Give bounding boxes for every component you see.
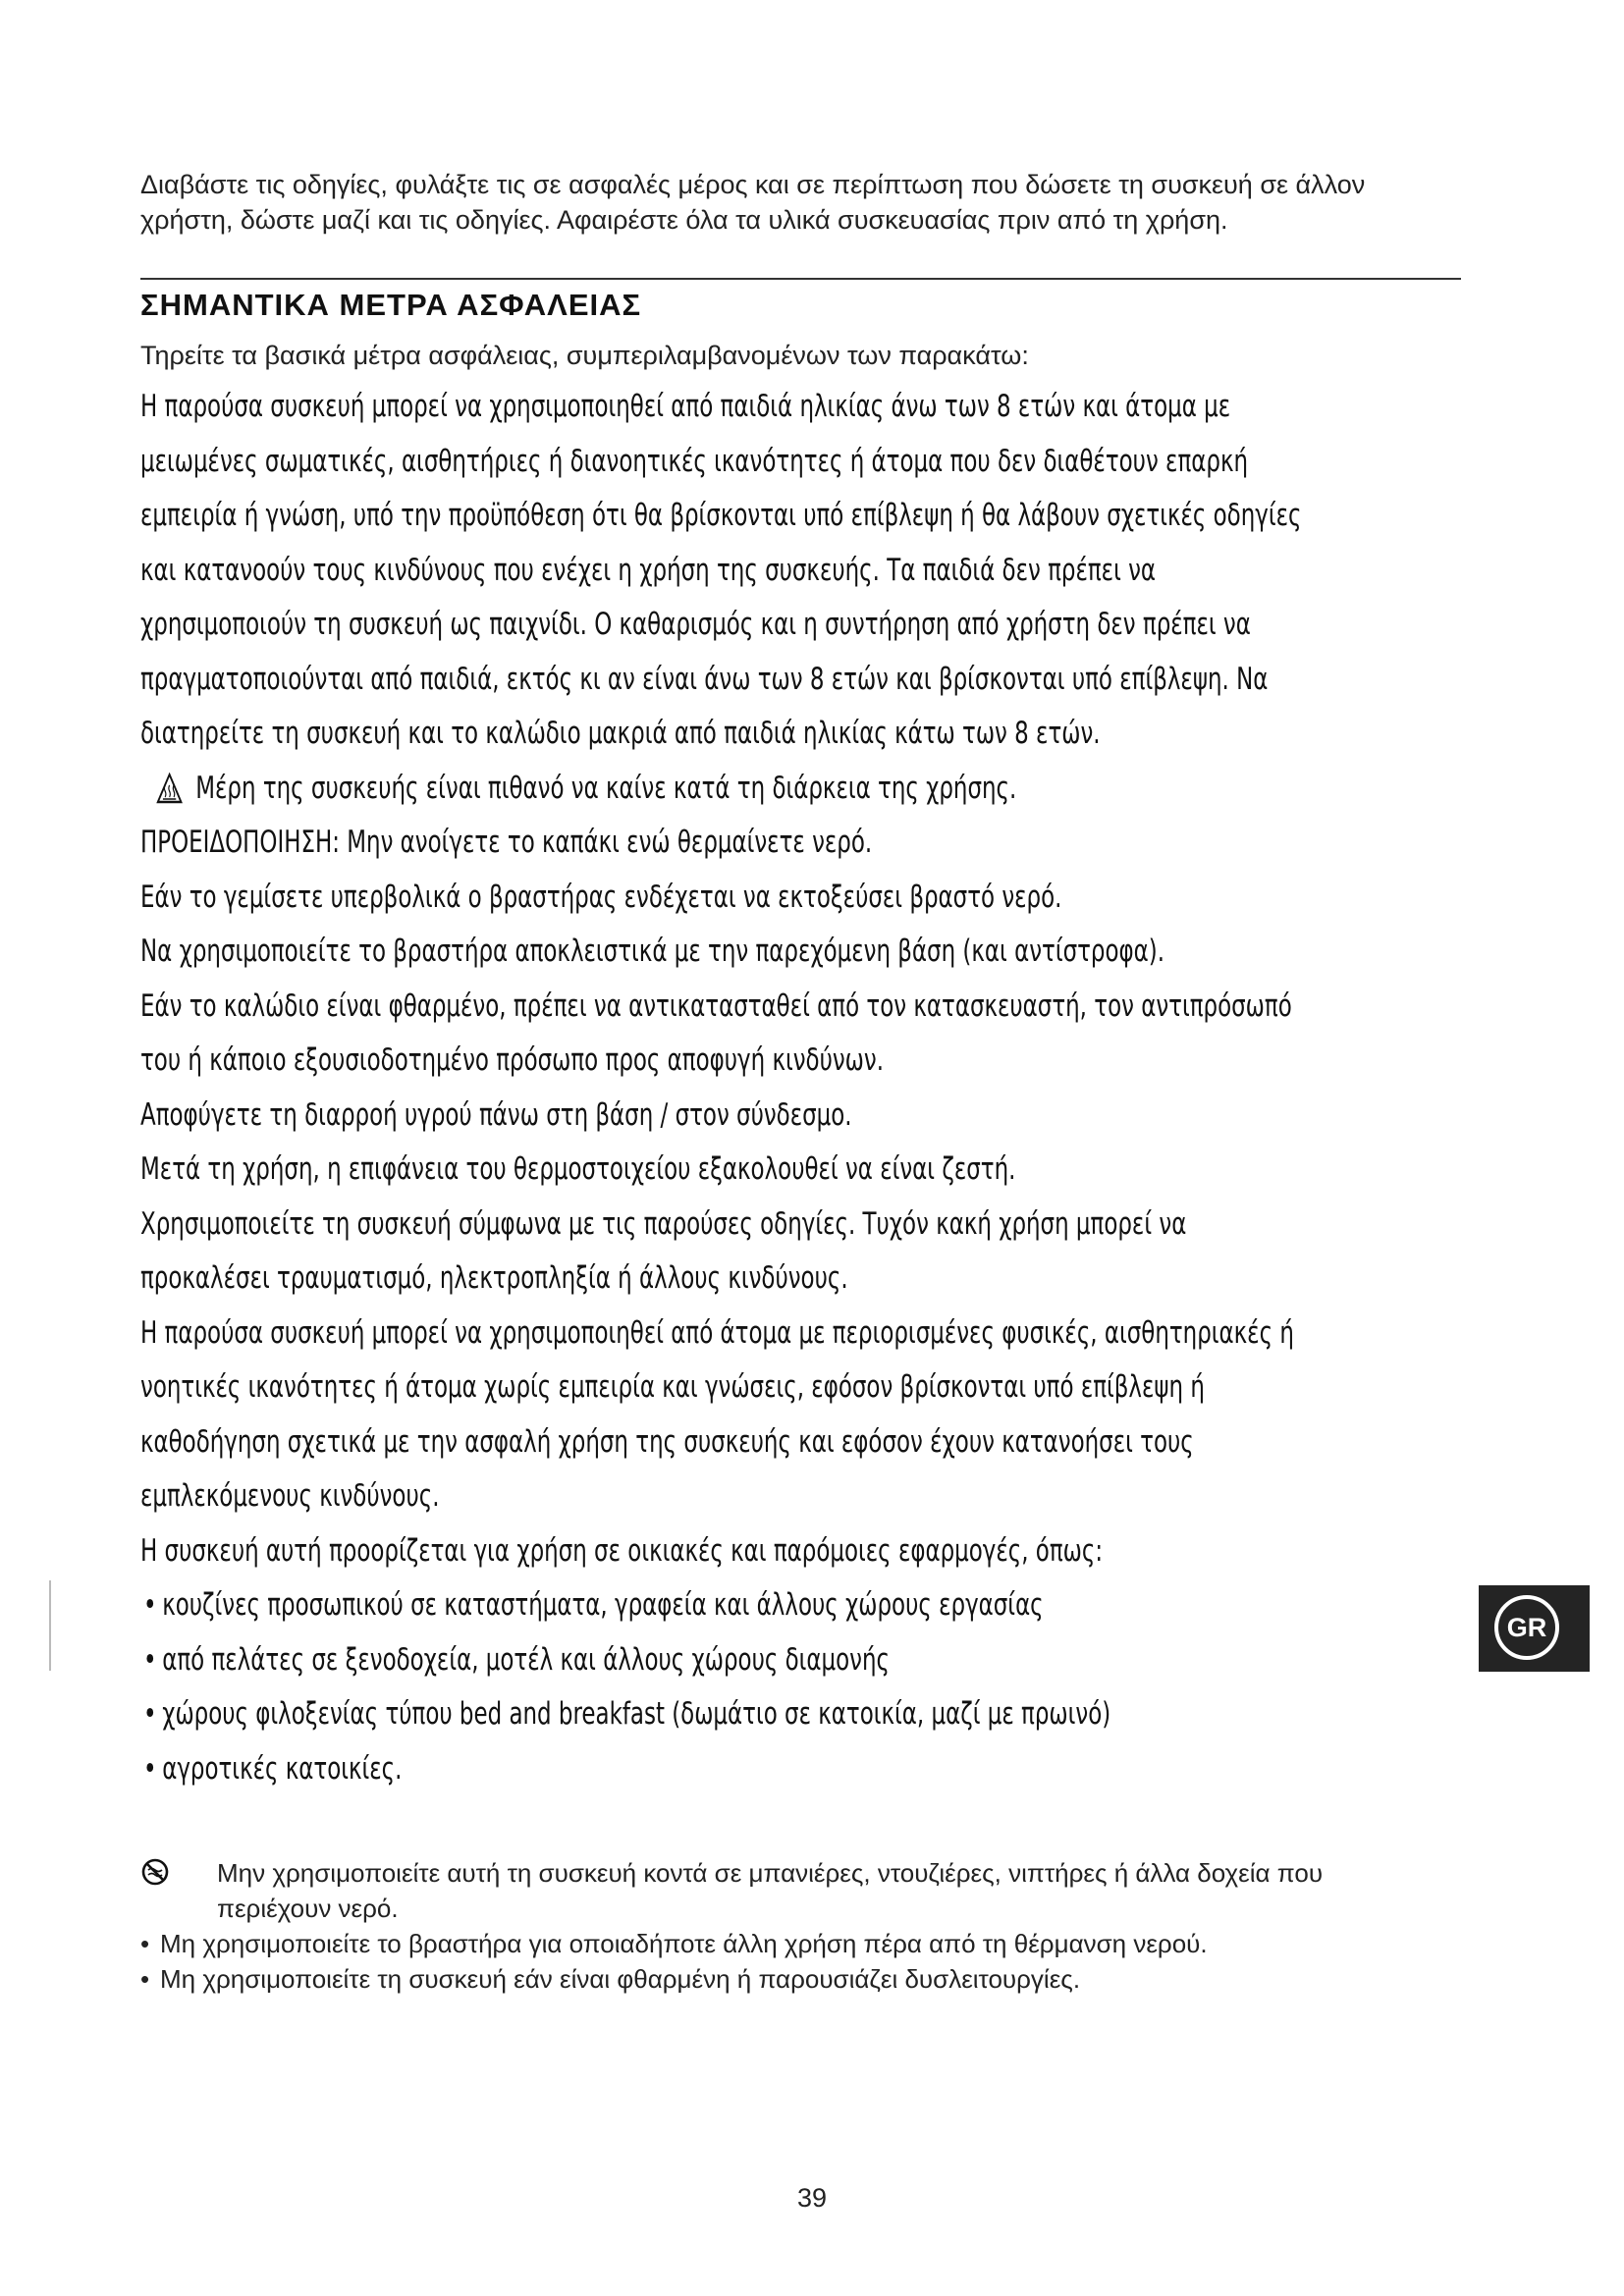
hot-surface-warning-icon [156,773,183,804]
children-line: χρησιμοποιούν τη συσκευή ως παιχνίδι. Ο καθαρισμός και η συντήρηση από χρήστη δεν πρέπει να [140,607,1251,642]
intro-paragraph [140,167,1476,238]
cord-line: του ή κάποιο εξουσιοδοτημένο πρόσωπο προς αποφυγή κινδύνων. [140,1042,884,1078]
children-line: πραγματοποιούνται από παιδιά, εκτός κι αν είναι άνω των 8 ετών και βρίσκονται υπό επίβλεψη. Να [140,661,1269,697]
misuse-line: Χρησιμοποιείτε τη συσκευή σύμφωνα με τις παρούσες οδηγίες. Τυχόν κακή χρήση μπορεί να [140,1205,1187,1242]
cord-line: Εάν το καλώδιο είναι φθαρμένο, πρέπει να αντικατασταθεί από τον κατασκευαστή, τον αντιπρόσωπό [140,988,1292,1024]
list-item [140,1687,1485,1742]
list-item [140,1578,1485,1633]
lid-warning: ΠΡΟΕΙΔΟΠΟΙΗΣΗ: Μην ανοίγετε το καπάκι ενώ θερμαίνετε νερό. [140,825,873,860]
spill-warning: Αποφύγετε τη διαρροή υγρού πάνω στη βάση / στον σύνδεσμο. [140,1096,852,1133]
language-code: GR [1506,1613,1547,1642]
children-line: και κατανοούν τους κινδύνους που ενέχει η χρήση της συσκευής. Τα παιδιά δεν πρέπει να [140,552,1157,588]
section-divider [140,278,1461,280]
bullet-icon: • [140,1929,150,1958]
list-item-text: αγροτικές κατοικίες. [162,1750,403,1787]
bullet-icon: • [140,1964,150,1994]
list-item-text: χώρους φιλοξενίας τύπου bed and breakfast (δωμάτιο σε κατοικία, μαζί με πρωινό) [162,1696,1111,1732]
list-item [140,1926,1466,1961]
hot-parts-text: Μέρη της συσκευής είναι πιθανό να καίνε κατά τη διάρκεια της χρήσης. [195,770,1017,806]
bullet-icon: • [142,1641,157,1678]
children-line: διατηρείτε τη συσκευή και το καλώδιο μακριά από παιδιά ηλικίας κάτω των 8 ετών. [140,716,1101,751]
children-line: εμπειρία ή γνώση, υπό την προϋπόθεση ότι θα βρίσκονται υπό επίβλεψη ή θα λάβουν σχετικές οδηγίες [140,498,1302,533]
no-water-icon [140,1857,170,1887]
list-item [140,1961,1466,1997]
hot-surface-warning: Μετά τη χρήση, η επιφάνεια του θερμοστοιχείου εξακολουθεί να είναι ζεστή. [140,1151,1016,1187]
reduced-capability-line: Η παρούσα συσκευή μπορεί να χρησιμοποιηθεί από άτομα με περιορισμένες φυσικές, αισθητηριακές ή [140,1314,1294,1351]
margin-mark [49,1580,51,1671]
hot-parts-warning [140,762,1485,817]
bullet-icon: • [142,1587,157,1623]
bullet-icon: • [142,1696,157,1732]
water-warning-line: Μην χρησιμοποιείτε αυτή τη συσκευή κοντά σε μπανιέρες, ντουζιέρες, νιπτήρες ή άλλα δοχεία που [217,1858,1324,1888]
intro-line: Διαβάστε τις οδηγίες, φυλάξτε τις σε ασφαλές μέρος και σε περίπτωση που δώσετε τη συσκευή σε άλλον [140,170,1366,199]
list-item [140,1633,1485,1688]
children-line: Η παρούσα συσκευή μπορεί να χρησιμοποιηθεί από παιδιά ηλικίας άνω των 8 ετών και άτομα με [140,389,1231,424]
bullet-icon: • [142,1750,157,1787]
list-item-text: Μη χρησιμοποιείτε τη συσκευή εάν είναι φθαρμένη ή παρουσιάζει δυσλειτουργίες. [160,1964,1081,1994]
section-heading: ΣΗΜΑΝΤΙΚΑ ΜΕΤΡΑ ΑΣΦΑΛΕΙΑΣ [140,288,642,322]
intro-line: χρήστη, δώστε μαζί και τις οδηγίες. Αφαιρέστε όλα τα υλικά συσκευασίας πριν από τη χρήση. [140,205,1228,235]
reduced-capability-line: νοητικές ικανότητες ή άτομα χωρίς εμπειρία και γνώσεις, εφόσον βρίσκονται υπό επίβλεψη ή [140,1369,1205,1405]
list-item [140,1742,1485,1797]
household-intro: Η συσκευή αυτή προορίζεται για χρήση σε οικιακές και παρόμοιες εφαρμογές, όπως: [140,1532,1104,1569]
page-number: 39 [796,2183,828,2213]
additional-warnings [140,1855,1466,1997]
water-warning [140,1855,1466,1926]
language-tab [1479,1585,1590,1672]
list-item-text: Μη χρησιμοποιείτε το βραστήρα για οποιαδήποτε άλλη χρήση πέρα από τη θέρμανση νερού. [160,1929,1208,1958]
section-subheading: Τηρείτε τα βασικά μέτρα ασφάλειας, συμπεριλαμβανομένων των παρακάτω: [140,341,1029,370]
misuse-line: προκαλέσει τραυματισμό, ηλεκτροπληξία ή άλλους κινδύνους. [140,1260,848,1296]
overfill-warning: Εάν το γεμίσετε υπερβολικά ο βραστήρας ενδέχεται να εκτοξεύσει βραστό νερό. [140,879,1062,915]
reduced-capability-line: καθοδήγηση σχετικά με την ασφαλή χρήση της συσκευής και εφόσον έχουν κατανοήσει τους [140,1423,1194,1460]
list-item-text: κουζίνες προσωπικού σε καταστήματα, γραφεία και άλλους χώρους εργασίας [162,1587,1044,1623]
reduced-capability-line: εμπλεκόμενους κινδύνους. [140,1478,440,1514]
water-warning-line: περιέχουν νερό. [217,1894,399,1923]
safety-instructions [140,380,1485,1796]
children-line: μειωμένες σωματικές, αισθητήριες ή διανοητικές ικανότητες ή άτομα που δεν διαθέτουν επαρκή [140,443,1249,479]
list-item-text: από πελάτες σε ξενοδοχεία, μοτέλ και άλλους χώρους διαμονής [162,1641,890,1678]
base-only-instruction: Να χρησιμοποιείτε το βραστήρα αποκλειστικά με την παρεχόμενη βάση (και αντίστροφα). [140,934,1165,969]
household-list [140,1578,1485,1796]
